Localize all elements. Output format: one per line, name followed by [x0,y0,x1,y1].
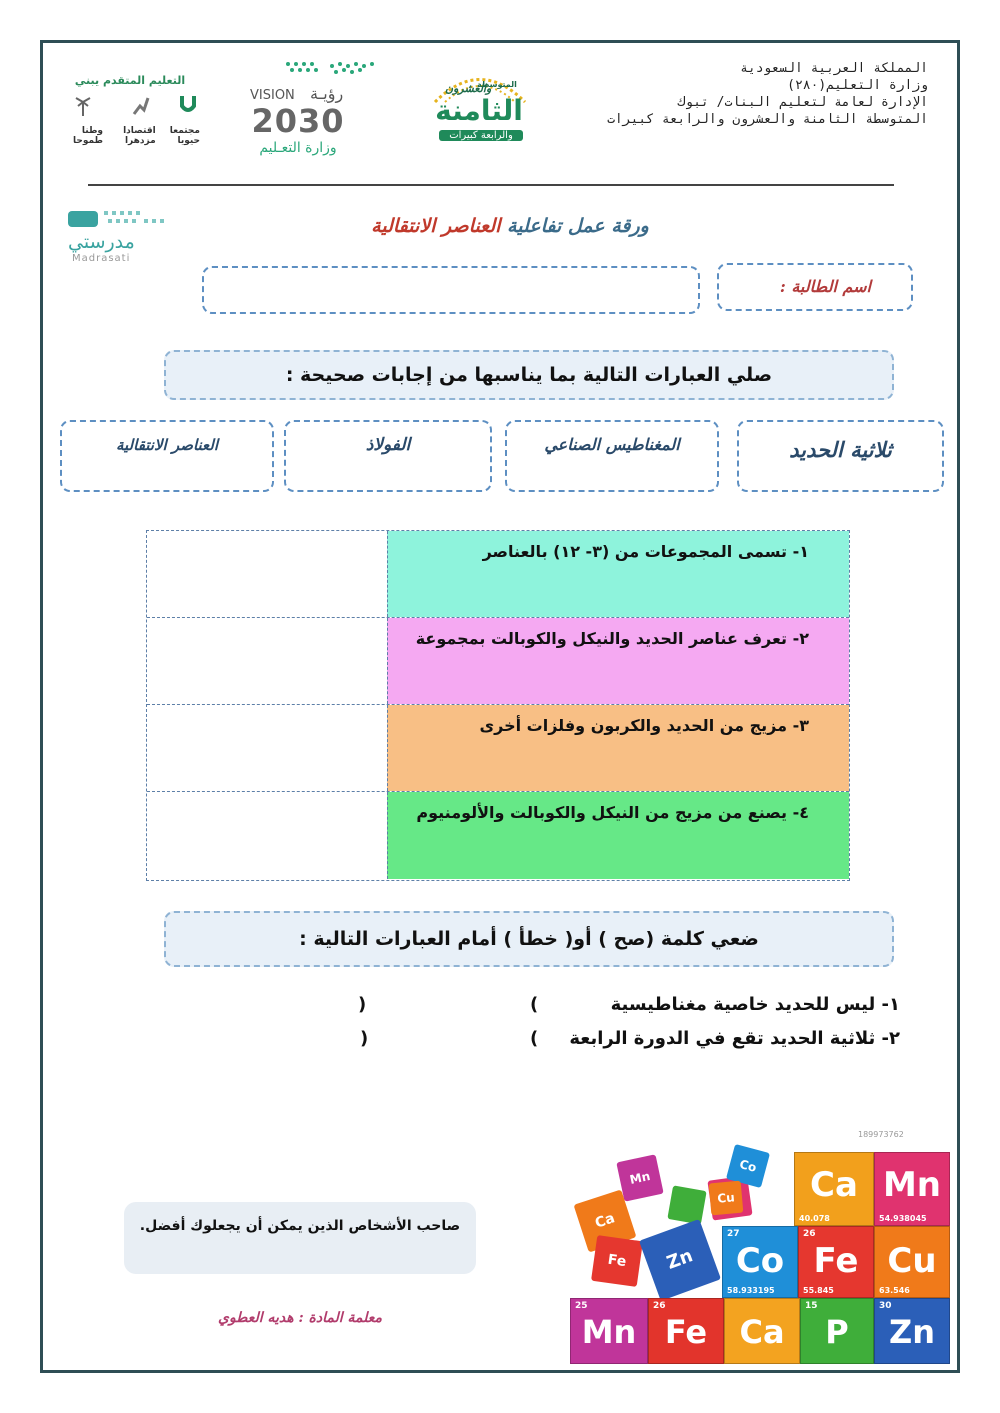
elements-illustration [570,1128,950,1364]
close-paren: ( [358,994,367,1015]
answer-drop-cell[interactable] [147,531,387,617]
close-paren: ( [360,1028,369,1049]
word-option[interactable]: ثلاثية الحديد [737,420,944,492]
question-cell: ١- تسمى المجموعات من (٣- ١٢) بالعناصر [387,531,849,617]
word-option[interactable]: المغناطيس الصناعي [505,420,719,492]
element-cube: Zn [639,1219,721,1301]
statement-text: ٢- ثلاثية الحديد تقع في الدورة الرابعة [569,1028,900,1049]
watermark-number: 189973762 [858,1130,904,1139]
matching-table [146,530,850,881]
element-cube: Co [726,1144,770,1188]
teacher-name: معلمة المادة : هديه العطوي [218,1310,382,1326]
element-tile: 25 Mn [570,1298,648,1364]
table-row [147,618,849,705]
header-line: المملكة العربية السعودية [740,61,928,76]
element-cube [667,1185,706,1224]
word-option[interactable]: الفولاذ [284,420,492,492]
header-line: وزارة التعليم(٢٨٠) [787,78,928,93]
tagline-item: اقتصادا مزدهرا [123,126,156,146]
tagline-logo [60,68,200,148]
element-cube: Fe [591,1235,643,1287]
element-cube: Mn [616,1154,663,1201]
element-cube: Ca [573,1189,636,1252]
tagline-item: وطنا طموحا [72,126,104,146]
community-icon [178,94,198,116]
palm-icon [74,94,92,116]
true-false-instruction: ضعي كلمة (صح ) أو( خطأ ) أمام العبارات التالية : [164,911,894,967]
element-tile: 30 Zn [874,1298,950,1364]
element-tile: 26 Fe 55.845 [798,1226,874,1298]
title-highlight: العناصر الانتقالية [371,215,501,237]
question-cell: ٢- تعرف عناصر الحديد والنيكل والكوبالت بمجموعة [387,618,849,704]
answer-field[interactable] [370,1028,520,1052]
answer-drop-cell[interactable] [147,705,387,791]
title-part1: ورقة عمل تفاعلية [507,215,649,237]
school-logo-name: الثامنة [435,94,523,127]
element-tile: Ca [724,1298,800,1364]
student-name-label-box [717,263,913,311]
matching-instruction: صلي العبارات التالية بما يناسبها من إجابات صحيحة : [164,350,894,400]
table-row [147,531,849,618]
header-line: الإدارة لعامة لتعليم البنات/ تبوك [677,95,928,110]
madrasati-arabic: مدرستي [68,231,135,253]
ministry-name: وزارة التعـليم [259,140,337,156]
open-paren: ) [530,994,539,1015]
header-text [607,60,928,128]
madrasati-english: Madrasati [72,253,131,264]
school-logo-sub2: والرابعة كبيرات [439,130,523,141]
school-logo-tag: المتوسطة [477,80,517,89]
school-logo-sub: والعشرون [445,82,492,95]
question-cell: ٤- يصنع من مزيج من النيكل والكوبالت والألومنيوم [387,792,849,879]
header-line: المتوسطة الثامنة والعشرون والرابعة كبيرات [607,112,928,127]
answer-drop-cell[interactable] [147,792,387,879]
element-tile: 26 Fe [648,1298,724,1364]
growth-icon [132,94,150,116]
student-name-label: اسم الطالبة : [779,277,871,296]
element-tile: 27 Co 58.933195 [722,1226,798,1298]
open-paren: ) [530,1028,539,1049]
element-cube: Cu [709,1181,744,1216]
true-false-statement [340,1028,900,1049]
vision-year: 2030 [251,102,345,140]
vision-arabic: رؤيـة [310,84,344,103]
tagline-title: التعليم المتقدم يبني [74,74,186,87]
element-tile: Mn 54.938045 [874,1152,950,1226]
vision-word: VISION [250,88,295,103]
element-tile: 15 P [800,1298,874,1364]
madrasati-logo [64,207,174,267]
element-tile: Ca 40.078 [794,1152,874,1226]
question-cell: ٣- مزيج من الحديد والكربون وفلزات أخرى [387,705,849,791]
word-option[interactable]: العناصر الانتقالية [60,420,274,492]
tagline-item: مجتمعا حيويا [169,126,200,146]
vision-2030-logo [248,58,388,158]
table-row [147,705,849,792]
answer-field[interactable] [370,994,520,1018]
header-divider [88,184,894,186]
student-name-field[interactable] [202,266,700,314]
true-false-statement [340,994,900,1015]
answer-drop-cell[interactable] [147,618,387,704]
statement-text: ١- ليس للحديد خاصية مغناطيسية [610,994,900,1015]
quote-box: صاحب الأشخاص الذين يمكن أن يجعلوك أفضل. [124,1202,476,1274]
school-logo [425,62,535,152]
element-tile: Cu 63.546 [874,1226,950,1298]
table-row [147,792,849,879]
worksheet-title [300,215,720,237]
